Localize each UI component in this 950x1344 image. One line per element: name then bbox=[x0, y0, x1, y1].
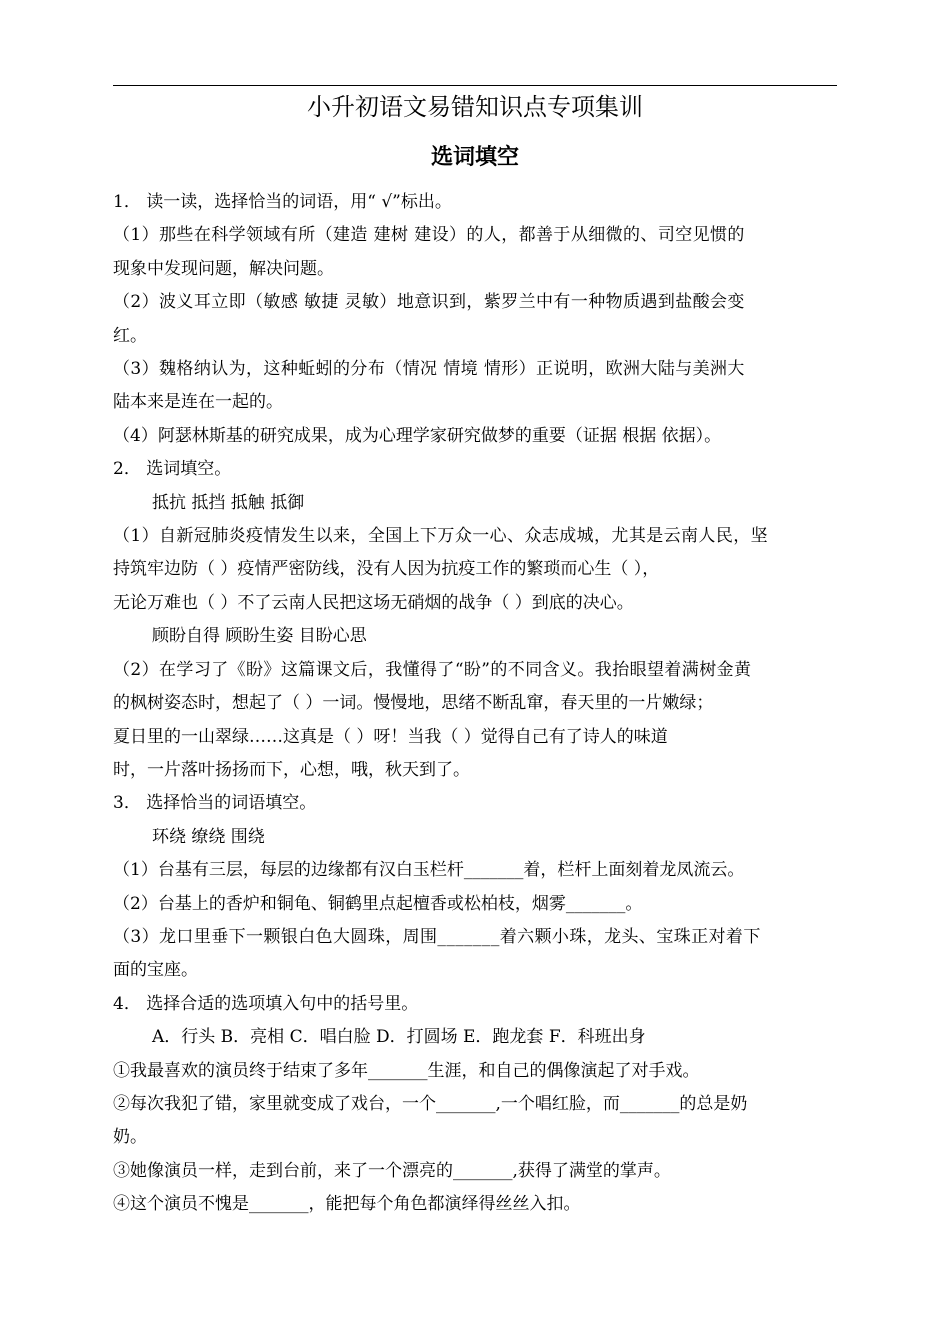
question-4-item-2: ②每次我犯了错，家里就变成了戏台，一个_______,一个唱红脸，而_______的总是奶 bbox=[113, 1093, 748, 1114]
question-1-item-1: （1）那些在科学领域有所（建造 建树 建设）的人，都善于从细微的、司空见惯的 bbox=[113, 225, 745, 246]
question-2-item-2-cont-1: 的枫树姿态时，想起了（ ）一词。慢慢地，思绪不断乱窜，春天里的一片嫩绿； bbox=[113, 693, 714, 714]
question-2-item-1: （1）自新冠肺炎疫情发生以来，全国上下万众一心、众志成城，尤其是云南人民，坚 bbox=[113, 526, 769, 547]
header-rule bbox=[113, 85, 837, 86]
question-3-heading: 3． 选择恰当的词语填空。 bbox=[113, 793, 317, 814]
question-4-item-4: ④这个演员不愧是_______，能把每个角色都演绎得丝丝入扣。 bbox=[113, 1194, 581, 1215]
document-body bbox=[113, 186, 837, 1222]
question-1-item-4: （4）阿瑟林斯基的研究成果，成为心理学家研究做梦的重要（证据 根据 依据）。 bbox=[113, 425, 722, 446]
question-2-heading: 2． 选词填空。 bbox=[113, 459, 232, 480]
question-3-item-2: （2）台基上的香炉和铜龟、铜鹤里点起檀香或松柏枝，烟雾_______。 bbox=[113, 893, 643, 914]
page-subtitle: 选词填空 bbox=[430, 145, 519, 170]
question-2-item-2-cont-3: 时，一片落叶扬扬而下，心想，哦，秋天到了。 bbox=[113, 759, 470, 780]
question-4-heading: 4． 选择合适的选项填入句中的括号里。 bbox=[113, 993, 419, 1014]
question-4-options: A．行头 B．亮相 C．唱白脸 D．打圆场 E．跑龙套 F．科班出身 bbox=[152, 1027, 646, 1048]
question-4-item-1: ①我最喜欢的演员终于结束了多年_______生涯，和自己的偶像演起了对手戏。 bbox=[113, 1060, 700, 1081]
question-1-item-1-cont: 现象中发现问题，解决问题。 bbox=[113, 258, 334, 279]
question-4-item-2-cont: 奶。 bbox=[113, 1127, 147, 1148]
question-2-item-1-cont-1: 持筑牢边防（ ）疫情严密防线，没有人因为抗疫工作的繁琐而心生（ ）， bbox=[113, 559, 660, 580]
question-1-heading: 1． 读一读，选择恰当的词语，用“ √”标出。 bbox=[113, 192, 452, 212]
question-3-word-bank: 环绕 缭绕 围绕 bbox=[152, 826, 265, 847]
question-3-item-3-cont: 面的宝座。 bbox=[113, 960, 198, 981]
question-3-item-1: （1）台基有三层，每层的边缘都有汉白玉栏杆_______着，栏杆上面刻着龙凤流云。 bbox=[113, 860, 745, 881]
question-2-word-bank-2: 顾盼自得 顾盼生姿 目盼心思 bbox=[152, 626, 367, 647]
question-1-item-3-cont: 陆本来是连在一起的。 bbox=[113, 392, 283, 413]
question-2-item-1-cont-2: 无论万难也（ ）不了云南人民把这场无硝烟的战争（ ）到底的决心。 bbox=[113, 592, 634, 613]
question-1-item-2-cont: 红。 bbox=[113, 325, 147, 346]
question-4-item-3: ③她像演员一样，走到台前，来了一个漂亮的_______,获得了满堂的掌声。 bbox=[113, 1160, 671, 1181]
question-1-item-3: （3）魏格纳认为，这种蚯蚓的分布（情况 情境 情形）正说明，欧洲大陆与美洲大 bbox=[113, 359, 745, 380]
question-2-item-2: （2）在学习了《盼》这篇课文后，我懂得了“盼”的不同含义。我抬眼望着满树金黄 bbox=[113, 659, 752, 680]
page-title: 小升初语文易错知识点专项集训 bbox=[307, 93, 643, 121]
question-3-item-3: （3）龙口里垂下一颗银白色大圆珠，周围_______着六颗小珠，龙头、宝珠正对着下 bbox=[113, 926, 761, 947]
question-2-word-bank-1: 抵抗 抵挡 抵触 抵御 bbox=[152, 492, 305, 513]
question-1-item-2: （2）波义耳立即（敏感 敏捷 灵敏）地意识到，紫罗兰中有一种物质遇到盐酸会变 bbox=[113, 292, 745, 313]
question-2-item-2-cont-2: 夏日里的一山翠绿……这真是（ ）呀！当我（ ）觉得自己有了诗人的味道 bbox=[113, 726, 668, 747]
